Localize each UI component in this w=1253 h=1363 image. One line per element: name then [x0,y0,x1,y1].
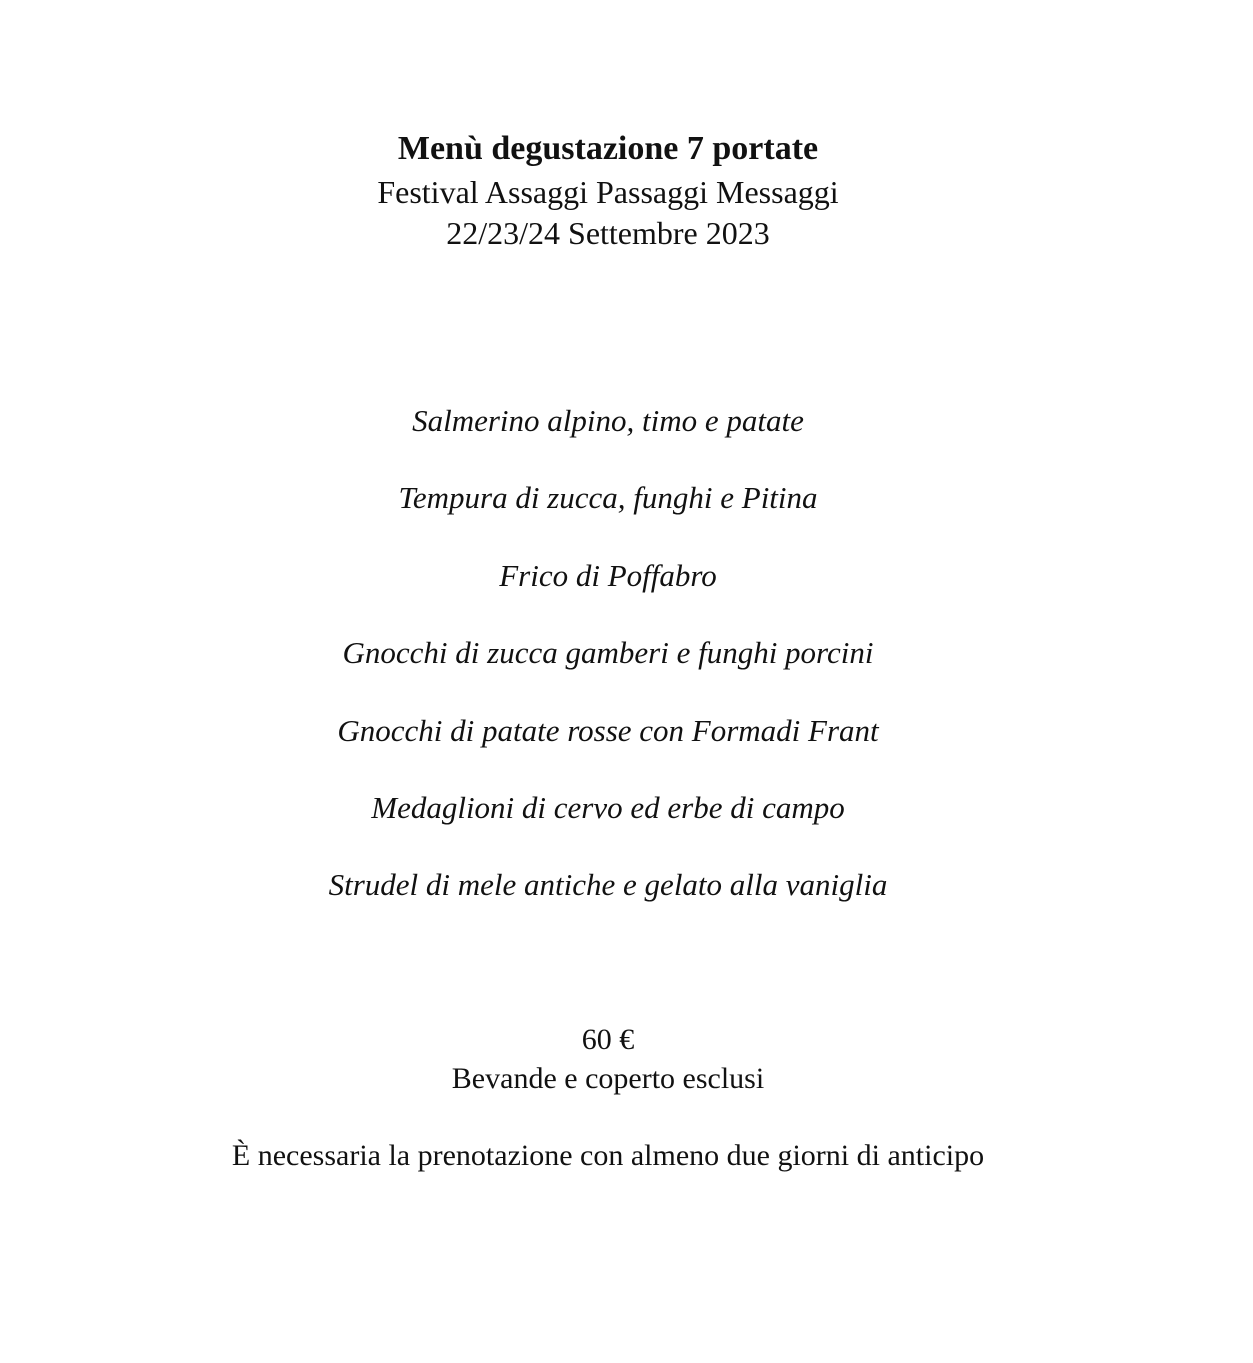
reservation-note: È necessaria la prenotazione con almeno due giorni di anticipo [231,1139,985,1172]
course-item: Tempura di zucca, funghi e Pitina [398,480,818,515]
course-item: Gnocchi di zucca gamberi e funghi porcini [342,635,874,670]
course-item: Strudel di mele antiche e gelato alla vaniglia [328,867,888,902]
menu-price: 60 € [581,1023,635,1056]
course-item: Medaglioni di cervo ed erbe di campo [371,790,845,825]
course-item: Gnocchi di patate rosse con Formadi Frant [337,713,879,748]
course-item: Frico di Poffabro [499,558,717,593]
event-dates: 22/23/24 Settembre 2023 [446,215,770,251]
event-name: Festival Assaggi Passaggi Messaggi [377,174,839,210]
menu-title: Menù degustazione 7 portate [397,130,819,167]
exclusions-note: Bevande e coperto esclusi [451,1062,765,1095]
course-item: Salmerino alpino, timo e patate [412,403,804,438]
